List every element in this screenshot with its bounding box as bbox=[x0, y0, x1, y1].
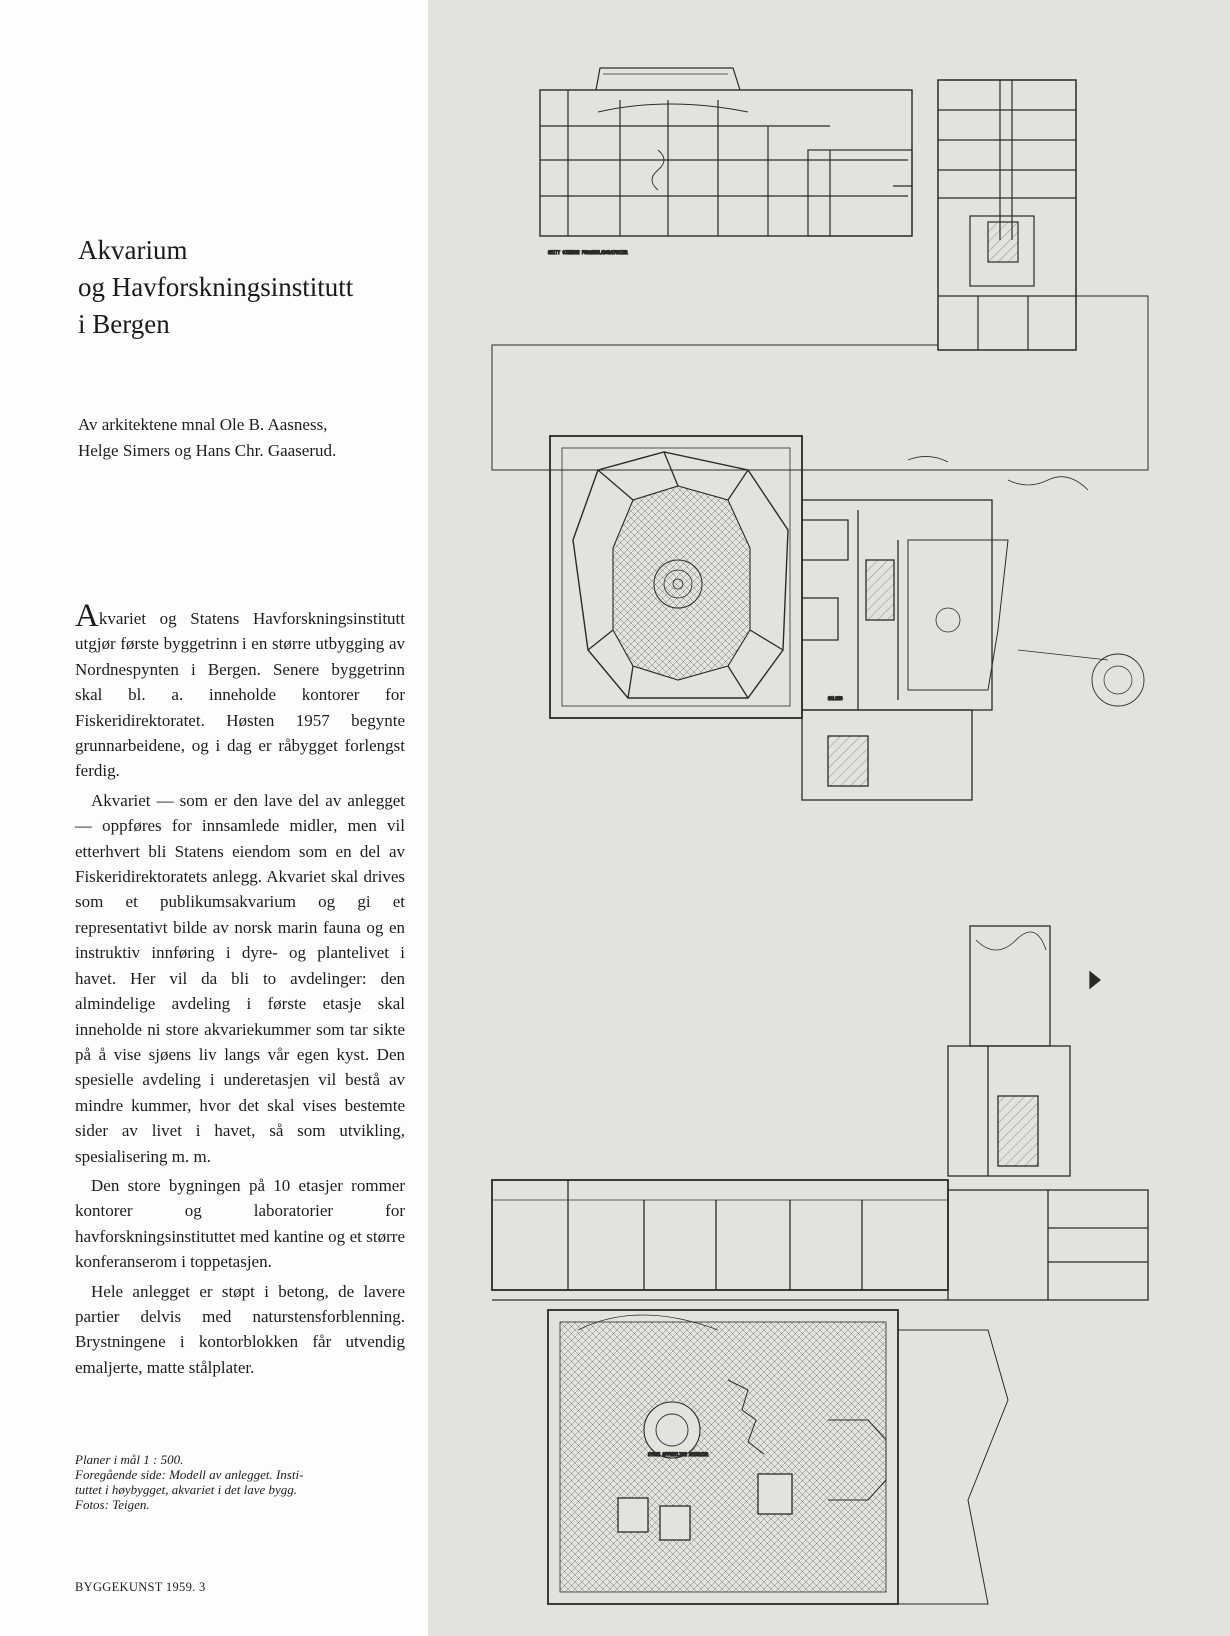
article-authors bbox=[78, 412, 408, 464]
paragraph-4: Hele anlegget er støpt i betong, de lavere partier delvis med naturstensforblenning. Brystningene i kontorblokken får utvendig emaljerte, matte stålplater. bbox=[75, 1281, 405, 1377]
caption-line-2: Foregående side: Modell av anlegget. Insti- bbox=[75, 1467, 304, 1482]
salong-label: SALONG bbox=[828, 696, 843, 701]
caption-line-3: tuttet i høybygget, akvariet i det lave bygg. bbox=[75, 1482, 298, 1497]
architectural-plans bbox=[428, 0, 1230, 1636]
paragraph-1-text: kvariet og Statens Havforskningsinstitutt utgjør første byggetrinn i en større utbygging av Nordnespynten i Bergen. Senere byggetrinn skal bl. a. inneholde kontorer for Fiskeridirektoratet. Høsten 1957 begynte grunnarbeidene, og i dag er råbygget forlengst ferdig. bbox=[75, 609, 405, 781]
caption-line-4: Fotos: Teigen. bbox=[75, 1497, 150, 1512]
section-caption: SNITT GJENNOM FORSØKSLABORATORIER bbox=[548, 250, 628, 255]
article-title bbox=[78, 232, 418, 343]
figure-caption bbox=[75, 1452, 405, 1512]
page-footer: BYGGEKUNST 1959. 3 bbox=[75, 1580, 206, 1594]
title-line-3: i Bergen bbox=[78, 309, 170, 339]
drop-cap: A bbox=[75, 598, 99, 634]
paragraph-3: Den store bygningen på 10 etasjer rommer kontorer og laboratorier for havforskningsinstituttet med kantine og et større konferanserom i toppetasjen. bbox=[75, 1175, 405, 1272]
article-body bbox=[75, 598, 405, 1384]
text-column bbox=[0, 0, 428, 1636]
section-drawing bbox=[540, 68, 912, 255]
authors-line-1: Av arkitektene mnal Ole B. Aasness, bbox=[78, 415, 328, 434]
paragraph-1 bbox=[75, 598, 405, 784]
authors-line-2: Helge Simers og Hans Chr. Gaaserud. bbox=[78, 441, 337, 460]
title-line-1: Akvarium bbox=[78, 235, 188, 265]
office-tower-plan bbox=[492, 80, 1148, 470]
caption-line-1: Planer i mål 1 : 500. bbox=[75, 1452, 184, 1467]
paragraph-2: Akvariet — som er den lave del av anlegget — oppføres for innsamlede midler, men vil etterhvert bli Statens eiendom som en del av Fiskeridirektoratets anlegg. Akvariet skal drives som et publikumsakvarium og gi et representativt bilde av norsk marin fauna og en instruktiv innføring i dyre- og plantelivet i havet. Her vil da bli to avdelinger: den almindelige avdeling i første etasje skal inneholde ni store akvariekummer som tar sikte på å vise sjøens liv langs vår egen kyst. Den spesielle avdeling i underetasjen vil bestå av mindre kummer, hvor det skal vises bestemte sider av livet i havet, så som utvikling, spesialisering m. m. bbox=[75, 790, 405, 1166]
basement-label: STORE OFFENTLIGE AKVARIER bbox=[648, 1452, 709, 1457]
basement-floor-plan bbox=[492, 926, 1148, 1604]
drawing-panel bbox=[428, 0, 1230, 1636]
aquarium-ground-plan bbox=[550, 436, 1144, 800]
title-line-2: og Havforskningsinstitutt bbox=[78, 272, 354, 302]
